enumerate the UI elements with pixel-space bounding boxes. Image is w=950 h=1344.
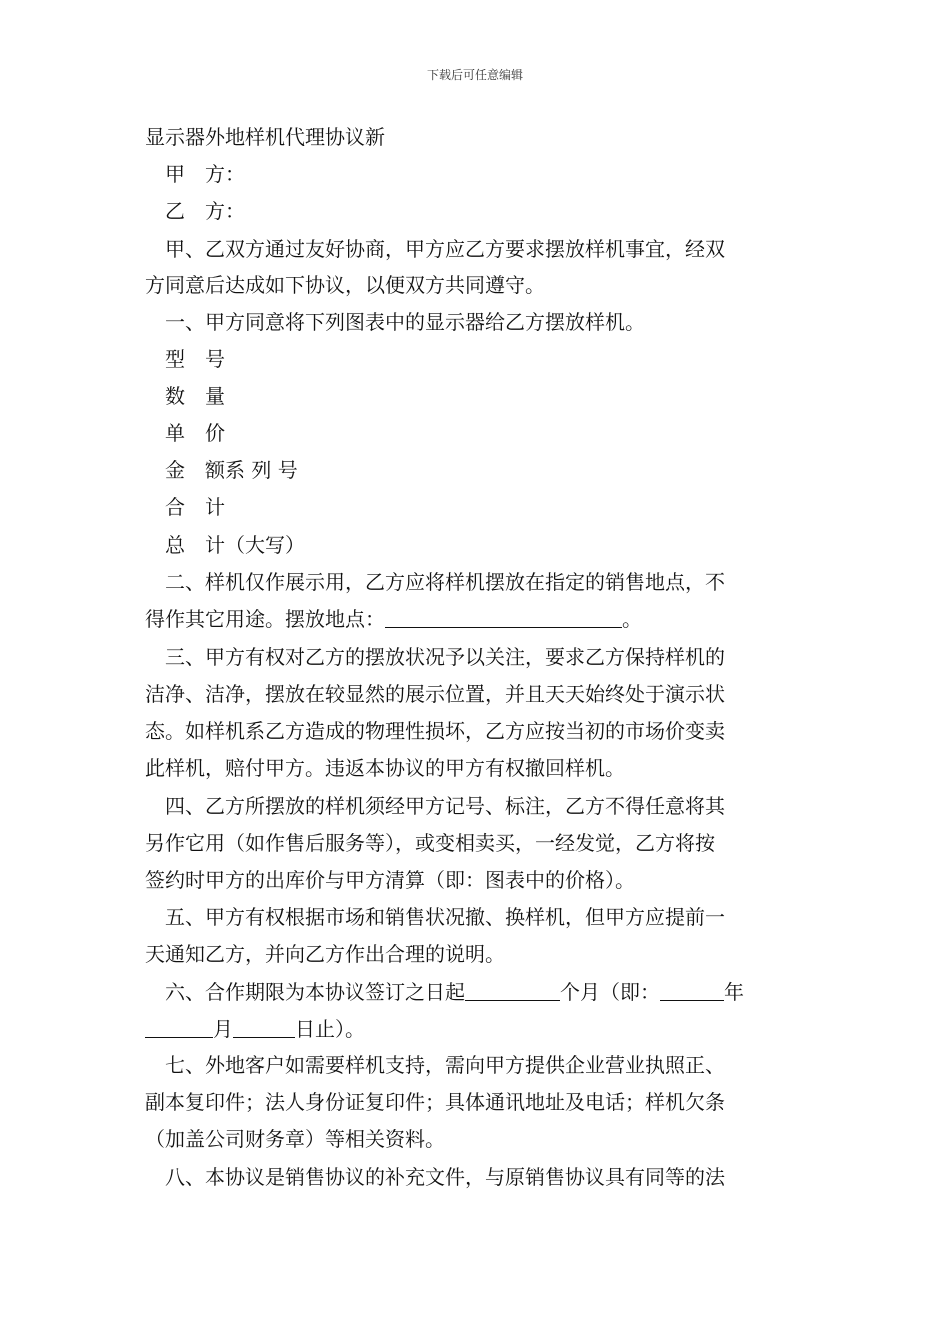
clause-4-line-1: 四、乙方所摆放的样机须经甲方记号、标注，乙方不得任意将其 xyxy=(165,794,725,818)
months-blank xyxy=(465,980,560,1001)
clause-5-line-2: 天通知乙方，并向乙方作出合理的说明。 xyxy=(145,942,505,966)
clause-6-text-b: 个月（即： xyxy=(560,980,660,1004)
clause-7-line-3: （加盖公司财务章）等相关资料。 xyxy=(145,1127,445,1151)
table-label-subtotal: 合 计 xyxy=(165,495,225,519)
year-blank xyxy=(660,980,724,1001)
intro-line-1: 甲、乙双方通过友好协商，甲方应乙方要求摆放样机事宜，经双 xyxy=(165,237,725,261)
clause-6-line-2 xyxy=(145,1015,365,1042)
clause-2-end: 。 xyxy=(622,607,642,631)
clause-2-line-2 xyxy=(145,605,642,632)
clause-3-line-3: 态。如样机系乙方造成的物理性损坏，乙方应按当初的市场价变卖 xyxy=(145,719,725,743)
clause-1: 一、甲方同意将下列图表中的显示器给乙方摆放样机。 xyxy=(165,310,645,334)
clause-3-line-4: 此样机，赔付甲方。违返本协议的甲方有权撤回样机。 xyxy=(145,756,625,780)
clause-6-line-1 xyxy=(165,978,744,1005)
clause-6-text-c: 年 xyxy=(724,980,744,1004)
clause-6-text-d: 月 xyxy=(213,1017,233,1041)
day-blank xyxy=(233,1017,295,1038)
intro-line-2: 方同意后达成如下协议，以便双方共同遵守。 xyxy=(145,273,545,297)
clause-2-text: 得作其它用途。摆放地点： xyxy=(145,607,385,631)
clause-6-text-e: 日止）。 xyxy=(295,1017,365,1041)
clause-7-line-1: 七、外地客户如需要样机支持，需向甲方提供企业营业执照正、 xyxy=(165,1053,725,1077)
table-label-amount: 金 额系 列 号 xyxy=(165,458,298,482)
clause-5-line-1: 五、甲方有权根据市场和销售状况撤、换样机，但甲方应提前一 xyxy=(165,905,725,929)
table-label-model: 型 号 xyxy=(165,347,225,371)
clause-4-line-3: 签约时甲方的出库价与甲方清算（即：图表中的价格）。 xyxy=(145,868,635,892)
clause-3-line-2: 洁净、洁净，摆放在较显然的展示位置，并且天天始终处于演示状 xyxy=(145,682,725,706)
clause-6-text-a: 六、合作期限为本协议签订之日起 xyxy=(165,980,465,1004)
table-label-quantity: 数 量 xyxy=(165,384,225,408)
page-header-note: 下载后可任意编辑 xyxy=(426,68,523,82)
month-blank xyxy=(145,1017,213,1038)
table-label-unit-price: 单 价 xyxy=(165,421,225,445)
party-a-line: 甲 方： xyxy=(165,162,245,186)
clause-4-line-2: 另作它用（如作售后服务等），或变相卖买，一经发觉，乙方将按 xyxy=(145,831,715,855)
clause-7-line-2: 副本复印件；法人身份证复印件；具体通讯地址及电话；样机欠条 xyxy=(145,1090,725,1114)
location-blank xyxy=(385,607,622,628)
clause-8-line-1: 八、本协议是销售协议的补充文件，与原销售协议具有同等的法 xyxy=(165,1165,725,1189)
document-title: 显示器外地样机代理协议新 xyxy=(145,125,385,149)
clause-2-line-1: 二、样机仅作展示用，乙方应将样机摆放在指定的销售地点，不 xyxy=(165,570,725,594)
party-b-line: 乙 方： xyxy=(165,199,245,223)
table-label-total: 总 计（大写） xyxy=(165,533,305,557)
clause-3-line-1: 三、甲方有权对乙方的摆放状况予以关注，要求乙方保持样机的 xyxy=(165,645,725,669)
